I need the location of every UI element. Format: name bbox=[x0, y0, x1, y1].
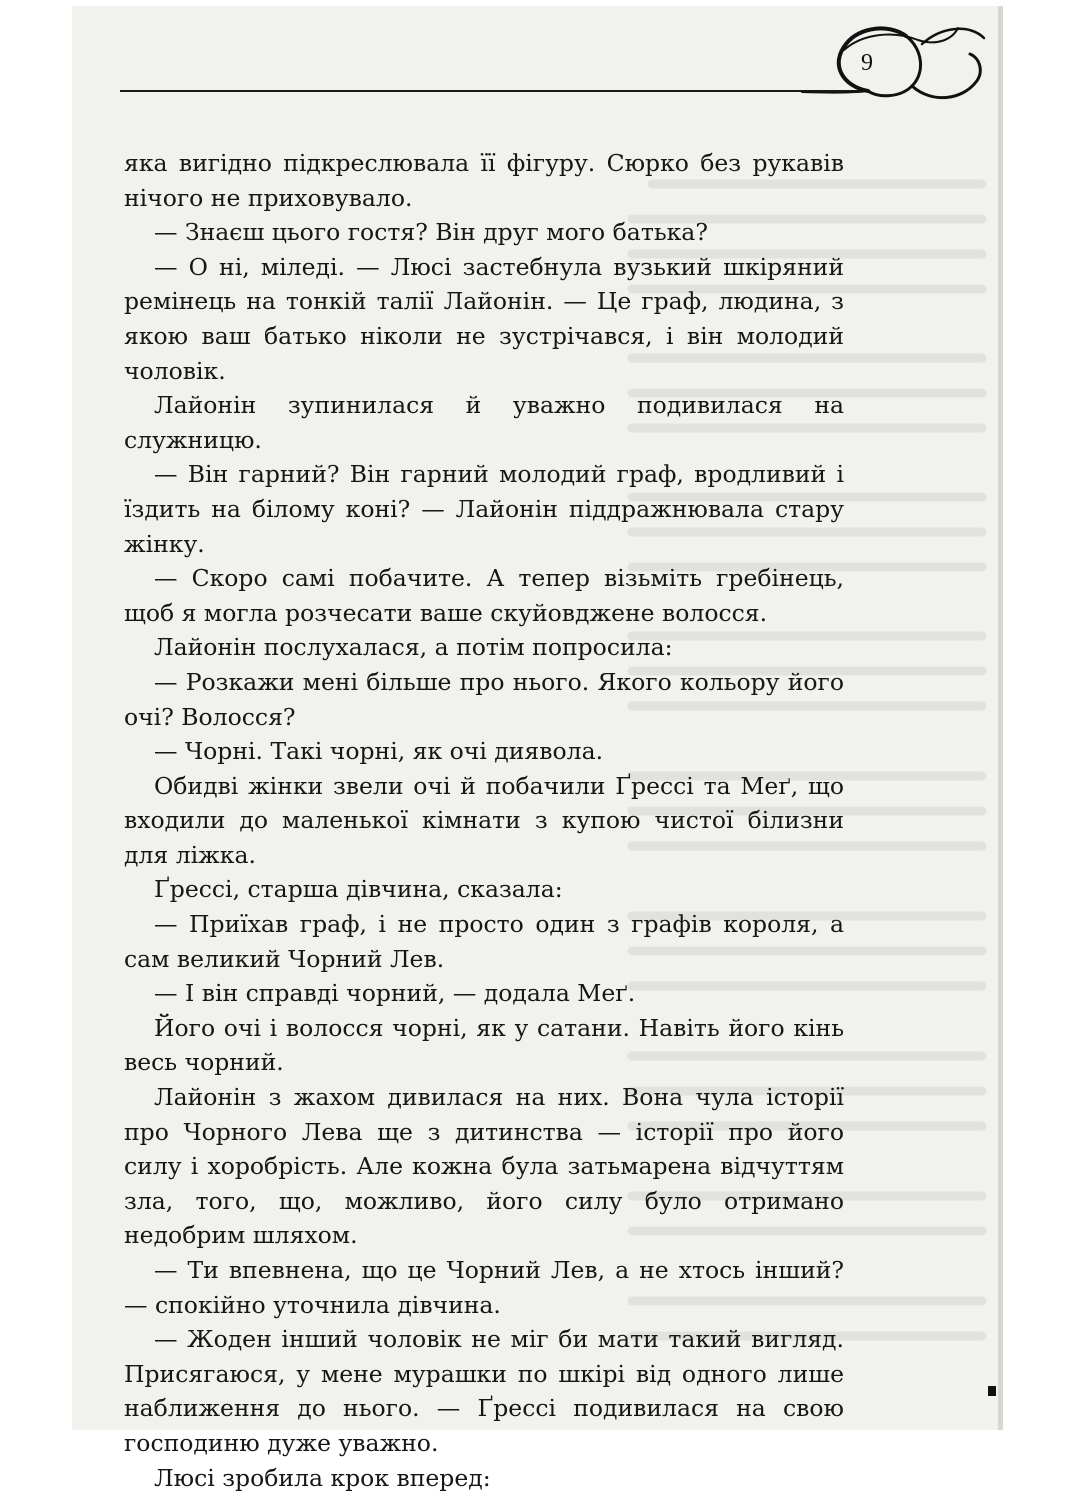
paragraph: — Розкажи мені більше про нього. Якого кольору його очі? Волосся? bbox=[124, 667, 844, 731]
paragraph: — Приїхав граф, і не просто один з графів короля, а сам великий Чорний Лев. bbox=[124, 910, 844, 973]
paragraph: яка вигідно підкреслювала її фігуру. Сюрко без рукавів нічого не приховувало. bbox=[124, 149, 844, 212]
page-ornament-icon bbox=[802, 14, 992, 124]
paragraph: Люсі зробила крок вперед: bbox=[154, 1463, 491, 1492]
binding-mark bbox=[988, 1386, 996, 1396]
paragraph: — Жоден інший чоловік не міг би мати такий вигляд. Присягаюся, у мене мурашки по шкірі від одного лише наближення до нього. — Ґрессі подивилася на свою господиню дуже уважно. bbox=[124, 1325, 844, 1457]
book-page bbox=[72, 6, 998, 1492]
page-edge bbox=[998, 6, 1003, 1430]
header-rule bbox=[120, 90, 868, 92]
paragraph: — І він справді чорний, — додала Меґ. bbox=[154, 979, 636, 1008]
paragraph: Його очі і волосся чорні, як у сатани. Навіть його кінь весь чорний. bbox=[124, 1013, 844, 1077]
page-number: 9 bbox=[861, 50, 873, 76]
paragraph: Обидві жінки звели очі й побачили Ґрессі та Меґ, що входили до маленької кімнати з купою чистої білизни для ліжка. bbox=[124, 771, 844, 869]
paragraph: Лайонін зупинилася й уважно подивилася на служницю. bbox=[124, 391, 844, 454]
body-text bbox=[124, 146, 844, 1495]
paragraph: — О ні, міледі. — Люсі застебнула вузький шкіряний ремінець на тонкій талії Лайонін. — Це граф, людина, з якою ваш батько ніколи не зустрічався, і він молодий чоловік. bbox=[124, 252, 844, 385]
paragraph: — Чорні. Такі чорні, як очі диявола. bbox=[154, 737, 604, 766]
paragraph: Лайонін послухалася, а потім попросила: bbox=[154, 633, 673, 662]
paragraph: — Скоро самі побачите. А тепер візьміть гребінець, щоб я могла розчесати ваше скуйовджене волосся. bbox=[124, 564, 844, 627]
paragraph: Лайонін з жахом дивилася на них. Вона чула історії про Чорного Лева ще з дитинства — історії про його силу і хоробрість. Але кожна була затьмарена відчуттям зла, того, що, можливо, його силу було отримано недобрим шляхом. bbox=[124, 1083, 844, 1250]
paragraph: — Знаєш цього гостя? Він друг мого батька? bbox=[154, 218, 708, 247]
paragraph: Ґрессі, старша дівчина, сказала: bbox=[154, 875, 563, 904]
paragraph: — Він гарний? Він гарний молодий граф, вродливий і їздить на білому коні? — Лайонін піддражнювала стару жінку. bbox=[124, 460, 844, 558]
paragraph: — Ти впевнена, що це Чорний Лев, а не хтось інший? — спокійно уточнила дівчина. bbox=[124, 1256, 844, 1319]
